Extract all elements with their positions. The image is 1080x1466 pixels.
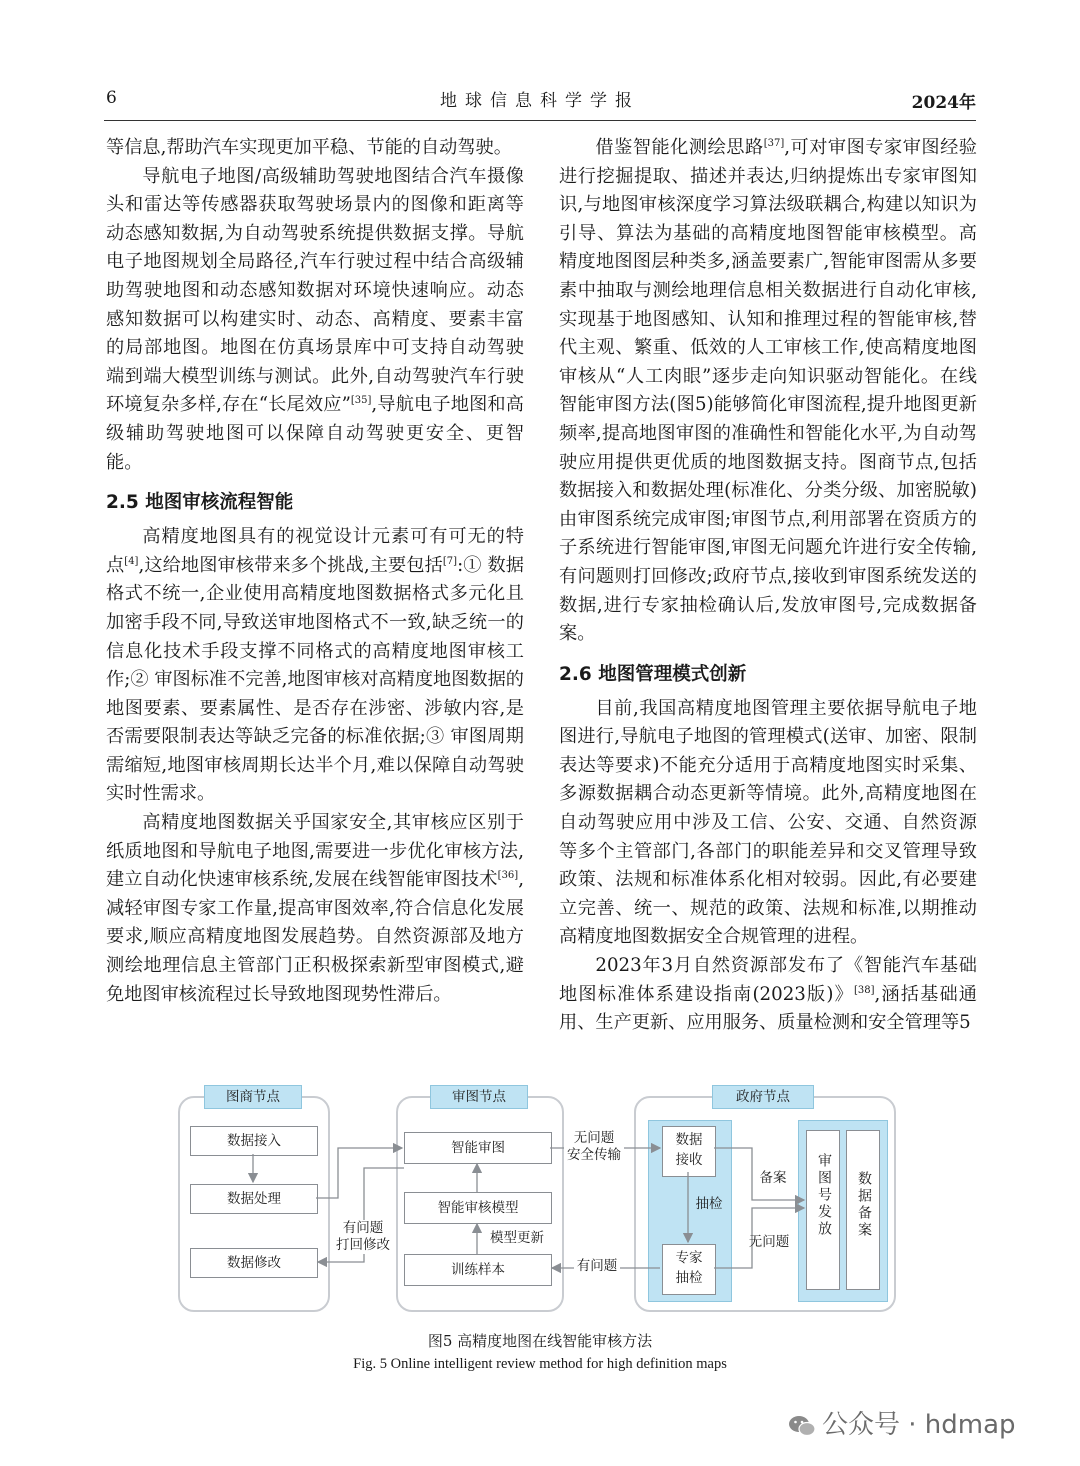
paragraph-text: ,涵括基础通用、生产更新、应用服务、质量检测和安全管理等5 bbox=[559, 983, 977, 1034]
filing-label: 备案 bbox=[759, 1170, 787, 1186]
paragraph-text: ,这给地图审核带来多个挑战,主要包括 bbox=[138, 554, 443, 576]
has-issue-label: 有问题 bbox=[574, 1258, 620, 1275]
data-revision-box: 数据修改 bbox=[190, 1248, 318, 1278]
paragraph bbox=[106, 809, 524, 1009]
figure-caption-zh: 图5 高精度地图在线智能审核方法 bbox=[427, 1332, 653, 1350]
paragraph-text: 2023年3月自然资源部发布了《智能汽车基础地图标准体系建设指南(2023版)》 bbox=[559, 955, 977, 1005]
paragraph-text: :① 数据格式不统一,企业使用高精度地图数据格式多元化且加密手段不同,导致送审地图格式不一致,缺乏统一的信息化技术手段支撑不同格式的高精度地图审核工作;② 审图标准不完善,地图审核对高精度地图数据的地图要素、要素属性、是否存在涉密、涉敏内容,是否需要限制表达等缺乏完备的标准依据;③ 审图周期需缩短,地图审核周期长达半个月,难以保障自动驾驶实时性需求。 bbox=[106, 554, 524, 805]
page-header bbox=[104, 86, 976, 116]
paragraph-text: 高精度地图具有的视觉设计元素可有可无的特点 bbox=[106, 526, 524, 576]
review-number-label: 审图号发放 bbox=[816, 1153, 832, 1238]
issue-return-label bbox=[330, 1220, 396, 1254]
government-node-title: 政府节点 bbox=[712, 1085, 814, 1109]
label-line: 安全传输 bbox=[567, 1147, 621, 1163]
citation: [35] bbox=[350, 395, 372, 407]
right-column bbox=[559, 134, 977, 1038]
paragraph-text: 高精度地图数据关乎国家安全,其审核应区别于纸质地图和导航电子地图,需要进一步优化审核方法,建立自动化快速审核系统,发展在线智能审图技术 bbox=[106, 812, 524, 891]
left-column bbox=[106, 134, 524, 1009]
flow-arrows bbox=[178, 1082, 898, 1314]
citation: [7] bbox=[442, 555, 458, 567]
data-receive-label: 数据接收 bbox=[675, 1132, 703, 1168]
paragraph bbox=[106, 523, 524, 809]
paragraph bbox=[559, 134, 977, 649]
smart-review-model-box: 智能审核模型 bbox=[404, 1192, 552, 1224]
figure-caption-en: Fig. 5 Online intelligent review method for high definition maps bbox=[353, 1356, 727, 1372]
no-issue-label: 无问题 bbox=[748, 1234, 790, 1250]
expert-check-label: 专家抽检 bbox=[675, 1250, 703, 1286]
figure-5-diagram bbox=[178, 1082, 898, 1314]
label-line: 无问题 bbox=[573, 1130, 615, 1146]
page-number: 6 bbox=[106, 88, 117, 108]
section-heading: 2.6 地图管理模式创新 bbox=[559, 663, 747, 685]
review-node-title: 审图节点 bbox=[430, 1085, 528, 1109]
no-issue-transfer-label bbox=[564, 1130, 624, 1164]
label-line: 有问题 bbox=[342, 1220, 384, 1236]
wechat-icon bbox=[788, 1414, 816, 1438]
smart-review-box: 智能审图 bbox=[404, 1132, 552, 1164]
paragraph: 目前,我国高精度地图管理主要依据导航电子地图进行,导航电子地图的管理模式(送审、加密、限制表达等要求)不能充分适用于高精度地图实时采集、多源数据耦合动态更新等情境。此外,高精度地图在自动驾驶应用中涉及工信、公安、交通、自然资源等多个主管部门,各部门的职能差异和交叉管理导致政策、法规和标准体系化相对较弱。因此,有必要建立完善、统一、规范的政策、法规和标准,以期推动高精度地图数据安全合规管理的进程。 bbox=[559, 697, 977, 948]
data-access-box: 数据接入 bbox=[190, 1126, 318, 1156]
header-rule bbox=[104, 120, 976, 121]
sampling-label: 抽检 bbox=[695, 1196, 723, 1212]
issue-year: 2024年 bbox=[911, 93, 976, 113]
label-line: 打回修改 bbox=[336, 1237, 390, 1253]
paragraph-text: 导航电子地图/高级辅助驾驶地图结合汽车摄像头和雷达等传感器获取驾驶场景内的图像和距离等动态感知数据,为自动驾驶系统提供数据支撑。导航电子地图规划全局路径,汽车行驶过程中结合高级辅助驾驶地图和动态感知数据对环境快速响应。动态感知数据可以构建实时、动态、高精度、要素丰富的局部地图。地图在仿真场景库中可支持自动驾驶端到端大模型训练与测试。此外,自动驾驶汽车行驶环境复杂多样,存在“长尾效应” bbox=[106, 165, 524, 416]
paragraph-text: ,导航电子地图和高级辅助驾驶地图可以保障自动驾驶更安全、更智能。 bbox=[106, 394, 524, 473]
paragraph-text: ,减轻审图专家工作量,提高审图效率,符合信息化发展要求,顺应高精度地图发展趋势。自然资源部及地方测绘地理信息主管部门正积极探索新型审图模式,避免地图审核流程过长导致地图现势性滞后。 bbox=[106, 869, 524, 1005]
citation: [38] bbox=[853, 984, 875, 996]
model-update-label: 模型更新 bbox=[486, 1230, 548, 1247]
data-filing-label: 数据备案 bbox=[856, 1171, 872, 1239]
citation: [37] bbox=[763, 137, 785, 149]
map-provider-title: 图商节点 bbox=[204, 1085, 302, 1109]
watermark-text: 公众号 · hdmap bbox=[822, 1410, 1016, 1440]
paragraph bbox=[559, 952, 977, 1038]
section-heading: 2.5 地图审核流程智能 bbox=[106, 492, 294, 514]
paragraph-text: ,可对审图专家审图经验进行挖掘提取、描述并表达,归纳提炼出专家审图知识,与地图审核深度学习算法级联耦合,构建以知识为引导、算法为基础的高精度地图智能审核模型。高精度地图图层种类多,涵盖要素广,智能审图需从多要素中抽取与测绘地理信息相关数据进行自动化审核,实现基于地图感知、认知和推理过程的智能审核,替代主观、繁重、低效的人工审核工作,使高精度地图审核从“人工肉眼”逐步走向知识驱动智能化。在线智能审图方法(图5)能够简化审图流程,提升地图更新频率,提高地图审图的准确性和智能化水平,为自动驾驶应用提供更优质的地图数据支持。图商节点,包括数据接入和数据处理(标准化、分类分级、加密脱敏)由审图系统完成审图;审图节点,利用部署在资质方的子系统进行智能审图,审图无问题允许进行安全传输,有问题则打回修改;政府节点,接收到审图系统发送的数据,进行专家抽检确认后,发放审图号,完成数据备案。 bbox=[559, 137, 977, 645]
paragraph: 等信息,帮助汽车实现更加平稳、节能的自动驾驶。 bbox=[106, 137, 512, 158]
journal-name: 地球信息科学学报 bbox=[440, 91, 640, 111]
training-samples-box: 训练样本 bbox=[404, 1254, 552, 1286]
citation: [36] bbox=[497, 870, 519, 882]
data-processing-box: 数据处理 bbox=[190, 1184, 318, 1214]
paragraph bbox=[106, 163, 524, 478]
citation: [4] bbox=[124, 555, 139, 567]
watermark bbox=[788, 1404, 1016, 1441]
paragraph-text: 借鉴智能化测绘思路 bbox=[595, 137, 764, 158]
